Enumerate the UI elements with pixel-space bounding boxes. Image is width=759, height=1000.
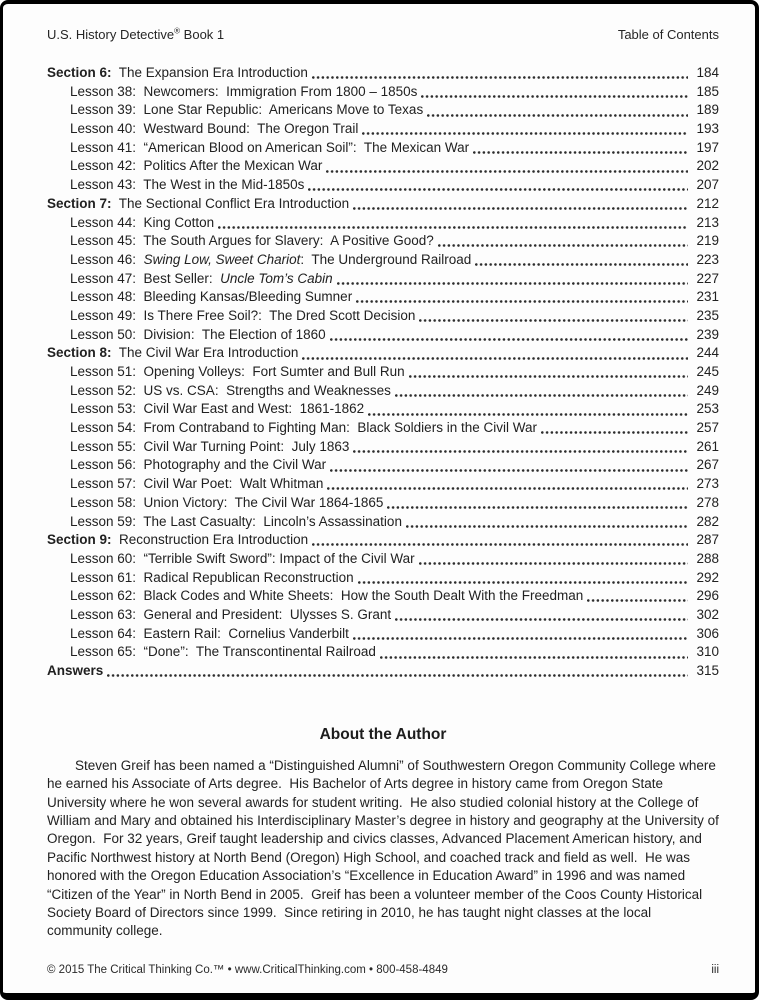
dot-leader: [312, 76, 688, 79]
toc-entry-text: Lesson 60: “Terrible Swift Sword”: Impact of the Civil War: [70, 550, 415, 566]
dot-leader: [326, 170, 688, 173]
toc-row: [47, 419, 719, 438]
toc-entry-title: [70, 400, 364, 419]
toc-entry-title: [70, 251, 471, 270]
dot-leader: [302, 357, 688, 360]
toc-row: [47, 120, 719, 139]
toc-entry-text: Lesson 58: Union Victory: The Civil War 1864-1865: [70, 494, 384, 510]
toc-row: [47, 475, 719, 494]
footer-page-number: iii: [711, 964, 719, 976]
toc-page-number: 245: [696, 364, 719, 379]
toc-entry-text: Swing Low, Sweet Chariot: [143, 251, 301, 267]
toc-entry-text: Lesson 53: Civil War East and West: 1861-1862: [70, 401, 365, 417]
toc-row: [47, 83, 719, 102]
toc-row: [47, 101, 719, 120]
toc-entry-text: Lesson 41: “American Blood on American Soil”: The Mexican War: [70, 139, 470, 155]
toc-row: [47, 195, 719, 214]
toc-page-number: 310: [696, 644, 719, 660]
toc-row: [47, 382, 719, 401]
registered-trademark-symbol: ®: [174, 26, 181, 36]
toc-page-number: 261: [696, 438, 719, 454]
dot-leader: [409, 375, 688, 378]
toc-entry-title: [47, 662, 103, 681]
toc-entry-text: Section 6:: [47, 65, 112, 80]
footer-copyright: © 2015 The Critical Thinking Co.™ • www.CriticalThinking.com • 800-458-4849: [47, 964, 448, 976]
toc-entry-title: [70, 363, 405, 382]
dot-leader: [308, 188, 688, 191]
toc-row: [47, 214, 719, 233]
dot-leader: [330, 469, 688, 472]
toc-page-number: 231: [696, 289, 719, 305]
toc-entry-text: Lesson 63: General and President: Ulysses S. Grant: [70, 606, 392, 622]
toc-entry-title: [47, 195, 349, 214]
dot-leader: [353, 637, 688, 640]
dot-leader: [419, 319, 688, 322]
toc-entry-text: Lesson 47: Best Seller:: [70, 270, 221, 286]
page-header: [47, 26, 719, 43]
toc-page-number: 278: [696, 494, 719, 510]
toc-entry-text: Lesson 48: Bleeding Kansas/Bleeding Sumner: [70, 289, 353, 305]
dot-leader: [356, 300, 688, 303]
toc-row: [47, 494, 719, 513]
page-content: [3, 4, 755, 993]
toc-row: [47, 625, 719, 644]
toc-entry-text: Lesson 54: From Contraband to Fighting Man: Black Soldiers in the Civil War: [70, 420, 537, 436]
toc-entry-text: Lesson 51: Opening Volleys: Fort Sumter and Bull Run: [70, 364, 405, 379]
dot-leader: [587, 599, 688, 602]
toc-entry-title: [47, 64, 308, 83]
toc-entry-title: [70, 569, 354, 588]
toc-entry-title: [47, 531, 308, 550]
toc-entry-text: The Civil War Era Introduction: [111, 345, 299, 361]
toc-page-number: 315: [696, 663, 719, 678]
toc-row: [47, 157, 719, 176]
toc-entry-text: Lesson 61: Radical Republican Reconstruction: [70, 569, 354, 585]
toc-page-number: 306: [696, 625, 719, 641]
toc-page-number: 239: [696, 326, 719, 342]
toc-entry-text: Lesson 46:: [70, 251, 144, 267]
dot-leader: [541, 431, 688, 434]
toc-row: [47, 176, 719, 195]
toc-entry-text: Lesson 59: The Last Casualty: Lincoln’s Assassination: [70, 513, 402, 529]
toc-page-number: 288: [696, 550, 719, 566]
toc-page-number: 223: [696, 251, 719, 267]
toc-entry-text: Section 9:: [47, 532, 112, 548]
toc-entry-text: Lesson 45: The South Argues for Slavery: A Positive Good?: [70, 233, 434, 249]
toc-entry-title: [47, 344, 298, 363]
toc-entry-title: [70, 120, 358, 139]
toc-page-number: 185: [696, 83, 719, 99]
toc-page-number: 202: [696, 158, 719, 174]
toc-row: [47, 550, 719, 569]
dot-leader: [353, 450, 688, 453]
toc-page-number: 197: [696, 139, 719, 155]
toc-page-number: 257: [696, 420, 719, 436]
toc-entry-title: [70, 475, 323, 494]
dot-leader: [330, 338, 688, 341]
toc-entry-text: Lesson 65: “Done”: The Transcontinental Railroad: [70, 644, 376, 660]
toc-page-number: 212: [696, 195, 719, 211]
toc-entry-text: Lesson 50: Division: The Election of 1860: [70, 326, 326, 342]
toc-entry-text: Uncle Tom’s Cabin: [220, 270, 333, 286]
toc-entry-title: [70, 176, 304, 195]
toc-page-number: 235: [696, 307, 719, 323]
toc-row: [47, 344, 719, 363]
toc-entry-title: [70, 270, 333, 289]
toc-entry-title: [70, 419, 537, 438]
toc-row: [47, 400, 719, 419]
dot-leader: [419, 562, 688, 565]
toc-row: [47, 643, 719, 662]
toc-entry-text: Lesson 56: Photography and the Civil War: [70, 457, 327, 473]
dot-leader: [327, 487, 688, 490]
toc-entry-text: Lesson 40: Westward Bound: The Oregon Trail: [70, 121, 359, 137]
toc-entry-text: Lesson 64: Eastern Rail: Cornelius Vanderbilt: [70, 625, 349, 641]
dot-leader: [380, 656, 688, 659]
toc-entry-title: [70, 643, 376, 662]
toc-page-number: 244: [696, 345, 719, 361]
toc-page-number: 189: [696, 102, 719, 118]
toc-page-number: 193: [696, 121, 719, 137]
toc-page-number: 184: [696, 65, 719, 80]
toc-entry-text: Lesson 57: Civil War Poet: Walt Whitman: [70, 476, 324, 492]
dot-leader: [475, 263, 688, 266]
dot-leader: [421, 95, 688, 98]
dot-leader: [218, 226, 688, 229]
dot-leader: [427, 114, 688, 117]
dot-leader: [438, 244, 688, 247]
toc-row: [47, 662, 719, 681]
toc-page-number: 219: [696, 233, 719, 249]
toc-entry-title: [70, 157, 322, 176]
book-number-text: Book 1: [180, 27, 225, 42]
toc-entry-title: [70, 83, 417, 102]
dot-leader: [387, 506, 688, 509]
toc-entry-text: Answers: [47, 663, 104, 678]
toc-entry-text: Lesson 55: Civil War Turning Point: July 1863: [70, 438, 350, 454]
dot-leader: [473, 151, 688, 154]
toc-entry-title: [70, 382, 391, 401]
dot-leader: [107, 674, 688, 677]
toc-entry-title: [70, 587, 583, 606]
toc-entry-title: [70, 513, 402, 532]
book-title-text: U.S. History Detective: [47, 27, 175, 42]
toc-page-number: 249: [696, 382, 719, 398]
dot-leader: [337, 282, 688, 285]
toc-page-number: 213: [696, 214, 719, 230]
toc-row: [47, 270, 719, 289]
toc-entry-title: [70, 232, 434, 251]
toc-entry-title: [70, 625, 349, 644]
toc-page-number: 227: [696, 270, 719, 286]
toc-entry-text: Lesson 52: US vs. CSA: Strengths and Weaknesses: [70, 382, 391, 398]
toc-row: [47, 288, 719, 307]
toc-page-number: 253: [696, 401, 719, 417]
toc-row: [47, 569, 719, 588]
toc-entry-title: [70, 326, 326, 345]
toc-page-number: 207: [696, 177, 719, 193]
toc-entry-text: Section 7:: [47, 195, 112, 211]
toc-entry-title: [70, 307, 415, 326]
toc-page-number: 287: [696, 532, 719, 548]
dot-leader: [353, 207, 688, 210]
toc-entry-text: Lesson 39: Lone Star Republic: Americans Move to Texas: [70, 102, 424, 118]
toc-entry-text: : The Underground Railroad: [300, 251, 472, 267]
dot-leader: [358, 581, 688, 584]
toc-entry-text: Lesson 62: Black Codes and White Sheets: How the South Dealt With the Freedman: [70, 588, 584, 604]
dot-leader: [362, 132, 688, 135]
toc-row: [47, 64, 719, 83]
about-author-heading: About the Author: [319, 725, 447, 743]
toc-row: [47, 139, 719, 158]
table-of-contents: [47, 64, 719, 681]
toc-entry-title: [70, 214, 214, 233]
toc-row: [47, 587, 719, 606]
toc-page-number: 273: [696, 476, 719, 492]
toc-entry-text: Lesson 38: Newcomers: Immigration From 1800 – 1850s: [70, 83, 418, 99]
toc-entry-text: Lesson 42: Politics After the Mexican War: [70, 158, 323, 174]
toc-row: [47, 232, 719, 251]
toc-page-number: 296: [696, 588, 719, 604]
toc-entry-text: Lesson 43: The West in the Mid-1850s: [70, 177, 305, 193]
toc-row: [47, 456, 719, 475]
toc-entry-text: Lesson 49: Is There Free Soil?: The Dred Scott Decision: [70, 307, 416, 323]
page-footer: [47, 964, 719, 976]
toc-page-number: 302: [696, 606, 719, 622]
header-book-title: [47, 26, 224, 43]
toc-row: [47, 438, 719, 457]
toc-row: [47, 606, 719, 625]
toc-entry-title: [70, 288, 352, 307]
toc-entry-text: Section 8:: [47, 345, 112, 361]
toc-entry-text: Lesson 44: King Cotton: [70, 214, 215, 230]
toc-entry-text: The Sectional Conflict Era Introduction: [111, 195, 350, 211]
toc-row: [47, 513, 719, 532]
toc-entry-title: [70, 550, 415, 569]
toc-entry-title: [70, 606, 391, 625]
toc-row: [47, 531, 719, 550]
header-section-label: Table of Contents: [617, 27, 719, 42]
toc-entry-title: [70, 494, 383, 513]
toc-entry-title: [70, 139, 469, 158]
toc-row: [47, 326, 719, 345]
toc-entry-title: [70, 456, 326, 475]
toc-row: [47, 363, 719, 382]
about-author-paragraph: Steven Greif has been named a “Distinguished Alumni” of Southwestern Oregon Community College where he earned his Associate of Arts degree. His Bachelor of Arts degree in history came from Oregon State University where he won several awards for student writing. He also studied colonial history at the College of William and Mary and obtained his Interdisciplinary Master’s degree in history and geography at the University of Oregon. For 32 years, Greif taught leadership and civics classes, Advanced Placement American history, and Pacific Northwest history at North Bend (Oregon) High School, and coached track and field as well. He was honored with the Oregon Education Association’s “Excellence in Education Award” in 1996 and was named “Citizen of the Year” in North Bend in 2005. Greif has been a volunteer member of the Coos County Historical Society Board of Directors since 1999. Since retiring in 2010, he has taught night classes at the local community college.: [47, 757, 723, 939]
toc-entry-text: The Expansion Era Introduction: [111, 65, 308, 80]
toc-row: [47, 251, 719, 270]
toc-entry-text: Reconstruction Era Introduction: [111, 532, 309, 548]
dot-leader: [312, 543, 688, 546]
dot-leader: [406, 525, 688, 528]
dot-leader: [368, 413, 688, 416]
toc-entry-title: [70, 101, 423, 120]
toc-row: [47, 307, 719, 326]
toc-page-number: 267: [696, 457, 719, 473]
dot-leader: [395, 618, 688, 621]
toc-page-number: 292: [696, 569, 719, 585]
toc-page-number: 282: [696, 513, 719, 529]
toc-entry-title: [70, 438, 349, 457]
dot-leader: [395, 394, 688, 397]
